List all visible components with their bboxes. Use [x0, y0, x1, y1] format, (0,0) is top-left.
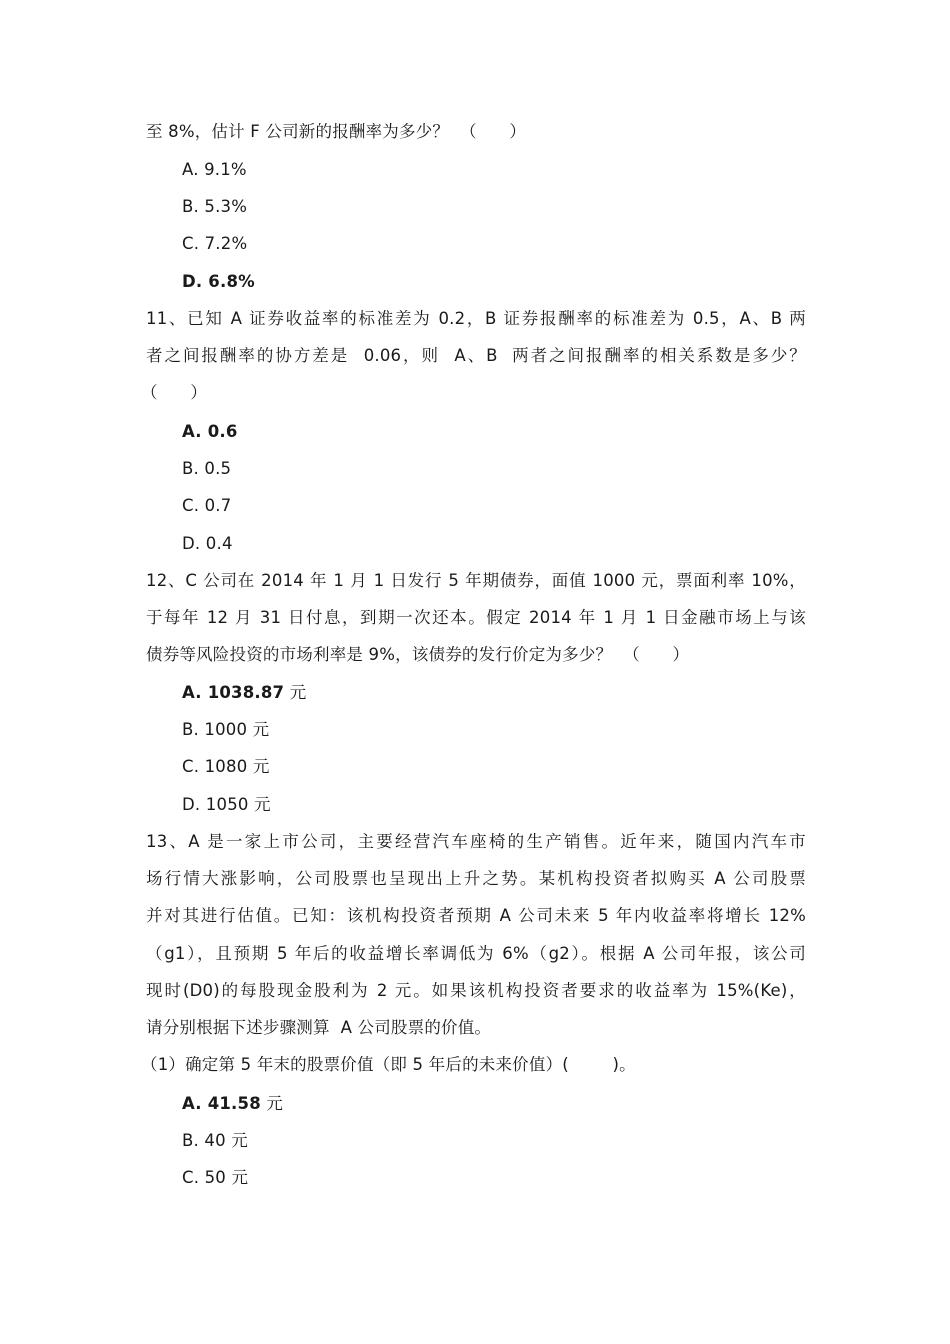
q12-option-d-unit: 元	[248, 795, 271, 814]
q13-stem-line-1: 13、A 是一家上市公司，主要经营汽车座椅的生产销售。近年来，随国内汽车市	[146, 832, 806, 851]
q12-stem-line-2: 于每年 12 月 31 日付息，到期一次还本。假定 2014 年 1 月 1 日金融市场上与该	[146, 608, 806, 627]
q12-stem-line-1: 12、C 公司在 2014 年 1 月 1 日发行 5 年期债券，面值 1000 元，票面利率 10%，	[146, 571, 806, 590]
q12-option-b	[182, 718, 269, 742]
q11-answer-blank: （ ）	[141, 383, 208, 402]
q13-stem-line-4: （g1），且预期 5 年后的收益增长率调低为 6%（g2）。根据 A 公司年报，该公司	[146, 944, 806, 963]
q13-option-b	[182, 1129, 248, 1153]
q12-option-b-label: B. 1000	[182, 720, 248, 739]
q10-option-d-correct: D. 6.8%	[182, 272, 255, 291]
q11-option-b: B. 0.5	[182, 459, 232, 478]
q12-option-b-unit: 元	[247, 720, 270, 739]
q13-stem-line-3: 并对其进行估值。已知：该机构投资者预期 A 公司未来 5 年内收益率将增长 12%	[146, 906, 806, 925]
q13-option-a-correct	[182, 1092, 283, 1116]
q13-option-b-unit: 元	[225, 1131, 248, 1150]
q13-stem-line-6: 请分别根据下述步骤测算 A 公司股票的价值。	[146, 1018, 492, 1037]
q13-option-c-unit: 元	[226, 1168, 249, 1187]
q11-option-c: C. 0.7	[182, 496, 232, 515]
q10-option-a: A. 9.1%	[182, 160, 247, 179]
q13-option-b-label: B. 40	[182, 1131, 226, 1150]
q12-option-c	[182, 755, 270, 779]
q12-option-c-label: C. 1080	[182, 757, 248, 776]
q13-subquestion-1: （1）确定第 5 年末的股票价值（即 5 年后的未来价值）( )。	[141, 1055, 636, 1074]
q12-option-d	[182, 793, 271, 817]
q11-stem-line-1: 11、已知 A 证券收益率的标准差为 0.2，B 证券报酬率的标准差为 0.5，A、B 两	[146, 309, 806, 328]
q11-option-d: D. 0.4	[182, 534, 233, 553]
q10-option-b: B. 5.3%	[182, 197, 248, 216]
q13-option-c	[182, 1166, 248, 1190]
q11-stem-line-2: 者之间报酬率的协方差是 0.06，则 A、B 两者之间报酬率的相关系数是多少？	[146, 346, 806, 365]
q12-option-c-unit: 元	[247, 757, 270, 776]
q13-option-c-label: C. 50	[182, 1168, 227, 1187]
q10-stem-continuation: 至 8%，估计 F 公司新的报酬率为多少？ （ ）	[146, 122, 527, 141]
q13-option-a-unit: 元	[260, 1094, 284, 1113]
q12-option-a-correct	[182, 681, 306, 705]
q13-stem-line-2: 场行情大涨影响，公司股票也呈现出上升之势。某机构投资者拟购买 A 公司股票	[146, 869, 806, 888]
q12-stem-line-3: 债券等风险投资的市场利率是 9%，该债券的发行价定为多少？ （ ）	[146, 645, 690, 664]
q12-option-a-label: A. 1038.87	[182, 683, 285, 702]
q12-option-a-unit: 元	[284, 683, 307, 702]
q10-option-c: C. 7.2%	[182, 234, 248, 253]
q13-option-a-label: A. 41.58	[182, 1094, 261, 1113]
q13-stem-line-5: 现时(D0)的每股现金股利为 2 元。如果该机构投资者要求的收益率为 15%(Ke)，	[146, 981, 806, 1000]
q11-option-a-correct: A. 0.6	[182, 422, 238, 441]
q12-option-d-label: D. 1050	[182, 795, 249, 814]
